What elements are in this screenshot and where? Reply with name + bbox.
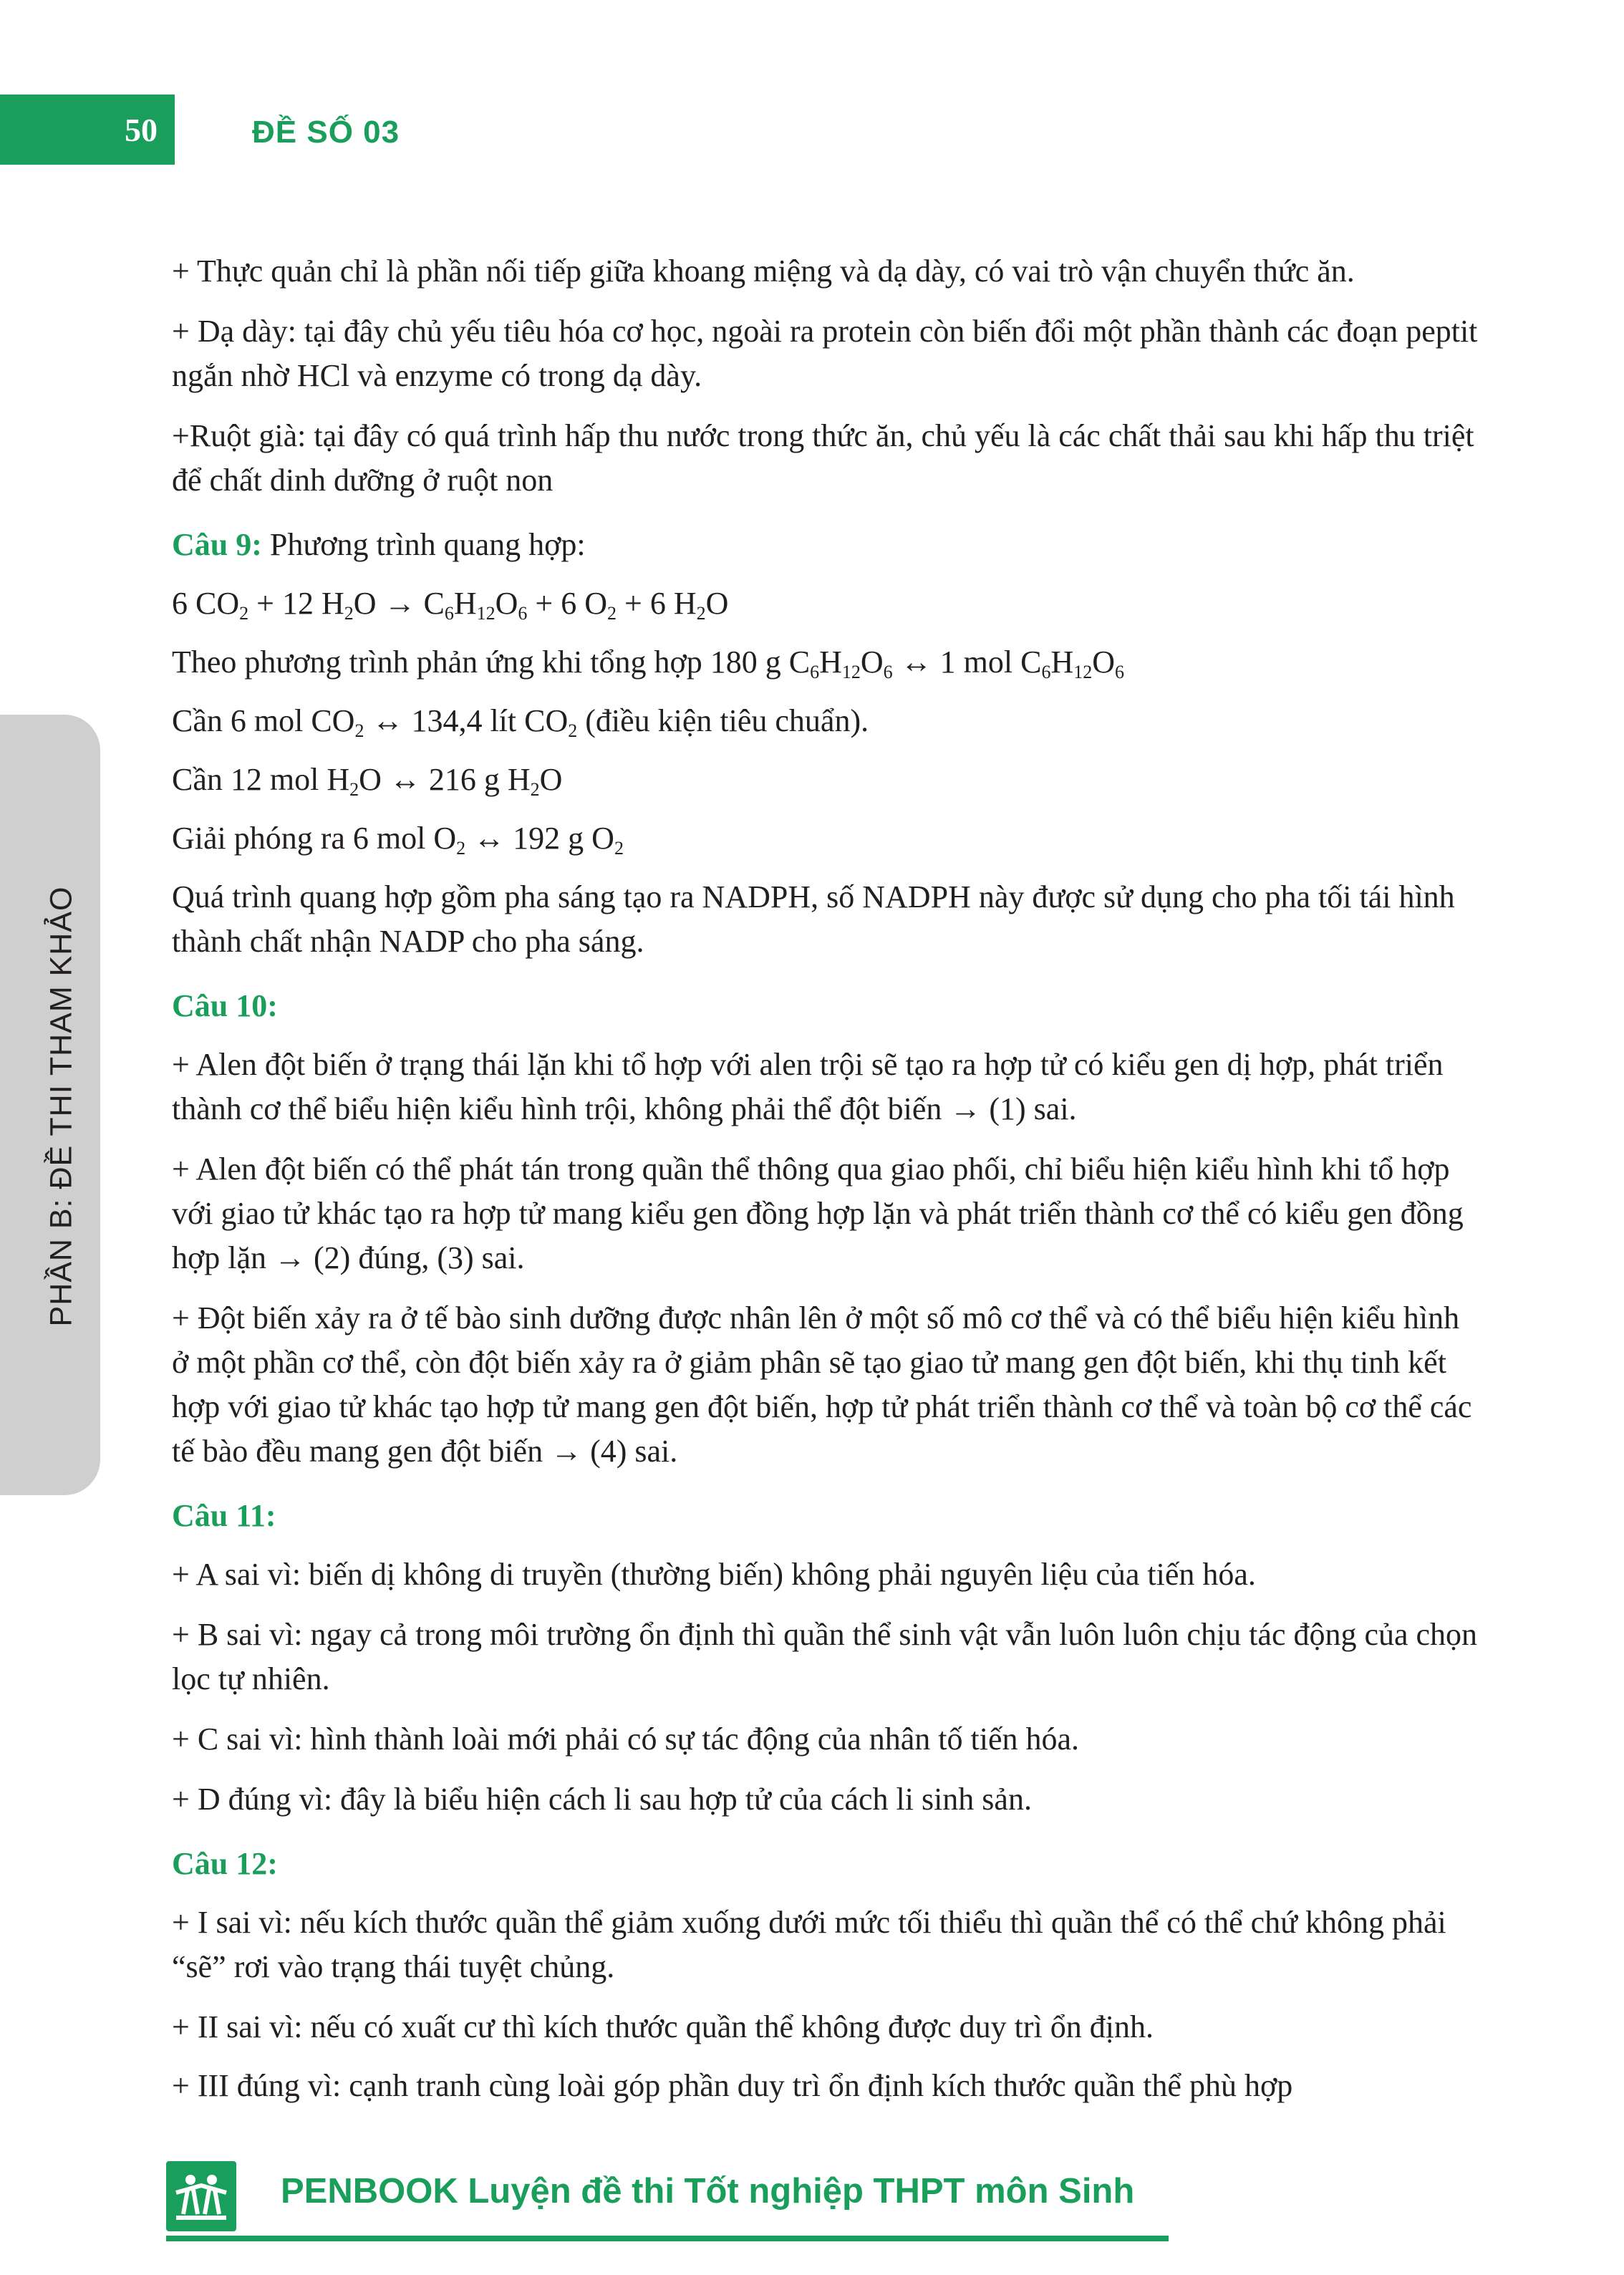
question-9 [172, 523, 1482, 567]
line-can-h2o: Cần 12 mol $H_2O$ ↔ 216 g $H_2O$ [172, 762, 563, 800]
footer-book-title: PENBOOK Luyện đề thi Tốt nghiệp THPT môn Sinh [281, 2172, 1135, 2211]
question-12-item-3: + III đúng vì: cạnh tranh cùng loài góp phần duy trì ổn định kích thước quần thể phù hợp [172, 2068, 1293, 2103]
paragraph-quang-hop: Quá trình quang hợp gồm pha sáng tạo ra NADPH, số NADPH này được sử dụng cho pha tối tái hình thành chất nhận NADP cho pha sáng. [172, 879, 1455, 959]
question-12-item-2: + II sai vì: nếu có xuất cư thì kích thước quần thể không được duy trì ổn định. [172, 2009, 1154, 2044]
question-11-item-b: + B sai vì: ngay cả trong môi trường ổn định thì quần thể sinh vật vẫn luôn luôn chịu tác động của chọn lọc tự nhiên. [172, 1617, 1478, 1696]
exam-title: ĐỀ SỐ 03 [252, 115, 400, 150]
question-9-text: Phương trình quang hợp: [261, 527, 586, 562]
line-theo-phuong-trinh: Theo phương trình phản ứng khi tổng hợp 180 g $C_6H_{12}O_6$ ↔ 1 mol $C_6H_{12}O_6$ [172, 644, 1124, 682]
question-11-label: Câu 11: [172, 1498, 276, 1533]
question-10-item-3: + Đột biến xảy ra ở tế bào sinh dưỡng được nhân lên ở một số mô cơ thể và có thể biểu hiện kiểu hình ở một phần cơ thể, còn đột biến xảy ra ở giảm phân sẽ tạo giao tử mang gen đột biến, khi thụ tinh kết hợp với giao tử khác tạo hợp tử mang gen đột biến, hợp tử phát triển thành cơ thể và toàn bộ cơ thể các tế bào đều mang gen đột biến → (4) sai. [172, 1300, 1472, 1469]
page-number: 50 [125, 111, 158, 148]
paragraph-thuc-quan: + Thực quản chỉ là phần nối tiếp giữa khoang miệng và dạ dày, có vai trò vận chuyển thức ăn. [172, 253, 1355, 289]
question-10-label: Câu 10: [172, 988, 278, 1023]
line-can-co2: Cần 6 mol $CO_2$ ↔ 134,4 lít $CO_2$ (điều kiện tiêu chuẩn). [172, 703, 869, 741]
page-content [172, 249, 1482, 2122]
question-10-heading [172, 984, 1482, 1028]
side-tab-label: PHẦN B: ĐỀ THI THAM KHẢO [44, 886, 79, 1327]
page-number-badge [0, 95, 175, 165]
photosynthesis-equation: 6 $CO_2 + 12$ $H_2O \to C_6H_{12}O_6 + 6$ $O_2 + 6$ $H_2O$ [172, 586, 729, 624]
question-11-item-d: + D đúng vì: đây là biểu hiện cách li sau hợp tử của cách li sinh sản. [172, 1782, 1032, 1817]
question-11-item-a: + A sai vì: biến dị không di truyền (thường biến) không phải nguyên liệu của tiến hóa. [172, 1557, 1256, 1592]
paragraph-da-day: + Dạ dày: tại đây chủ yếu tiêu hóa cơ học, ngoài ra protein còn biến đổi một phần thành các đoạn peptit ngắn nhờ HCl và enzyme có trong dạ dày. [172, 314, 1478, 393]
question-12-item-1: + I sai vì: nếu kích thước quần thể giảm xuống dưới mức tối thiểu thì quần thể có thể chứ không phải “sẽ” rơi vào trạng thái tuyệt chủng. [172, 1905, 1446, 1984]
question-11-item-c: + C sai vì: hình thành loài mới phải có sự tác động của nhân tố tiến hóa. [172, 1721, 1080, 1757]
paragraph-ruot-gia: +Ruột già: tại đây có quá trình hấp thu nước trong thức ăn, chủ yếu là các chất thải sau khi hấp thu triệt để chất dinh dưỡng ở ruột non [172, 418, 1474, 498]
footer-rule [166, 2236, 1169, 2241]
question-9-label: Câu 9: [172, 527, 262, 562]
question-12-heading [172, 1842, 1482, 1886]
penbook-logo-icon [166, 2161, 236, 2231]
question-10-item-1: + Alen đột biến ở trạng thái lặn khi tổ hợp với alen trội sẽ tạo ra hợp tử có kiểu gen dị hợp, phát triển thành cơ thể biểu hiện kiểu hình trội, không phải thể đột biến → (1) sai. [172, 1047, 1444, 1126]
question-12-label: Câu 12: [172, 1846, 278, 1881]
line-giai-phong: Giải phóng ra 6 mol $O_2$ ↔ 192 g $O_2$ [172, 821, 624, 859]
question-10-item-2: + Alen đột biến có thể phát tán trong quần thể thông qua giao phối, chỉ biểu hiện kiểu hình khi tổ hợp với giao tử khác tạo ra hợp tử mang kiểu gen đồng hợp lặn và phát triển thành cơ thể có kiểu gen đồng hợp lặn → (2) đúng, (3) sai. [172, 1151, 1464, 1275]
question-11-heading [172, 1494, 1482, 1538]
